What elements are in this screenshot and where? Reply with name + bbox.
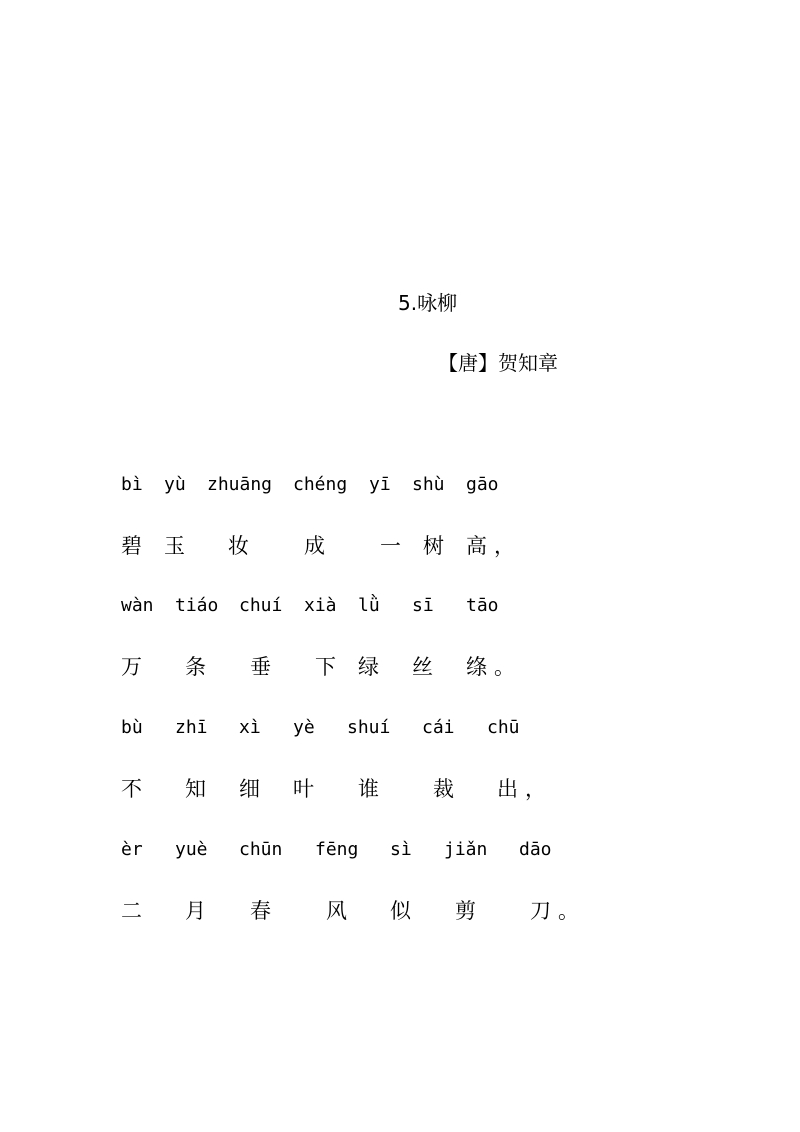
punctuation: ，	[494, 534, 515, 558]
hanzi-char: 条	[185, 655, 206, 679]
hanzi-char: 成	[304, 534, 325, 558]
pinyin-syllable: jiǎn	[444, 839, 488, 860]
pinyin-line-3	[0, 717, 800, 747]
pinyin-syllable: zhuāng	[207, 474, 273, 495]
hanzi-line-2	[0, 651, 800, 681]
pinyin-line-2	[0, 595, 800, 625]
punctuation: ，	[525, 777, 546, 801]
pinyin-syllable: xià	[304, 595, 337, 616]
pinyin-syllable: yuè	[175, 839, 208, 860]
hanzi-char: 裁	[433, 777, 454, 801]
hanzi-char: 万	[121, 655, 142, 679]
pinyin-syllable: chū	[487, 717, 520, 738]
pinyin-line-4	[0, 839, 800, 869]
hanzi-char: 春	[250, 899, 271, 923]
hanzi-char: 绿	[358, 655, 379, 679]
pinyin-syllable: chūn	[239, 839, 283, 860]
punctuation: 。	[558, 899, 579, 923]
hanzi-line-4	[0, 895, 800, 925]
hanzi-char: 知	[185, 777, 206, 801]
hanzi-line-1	[0, 530, 800, 560]
hanzi-char: 妆	[228, 534, 249, 558]
pinyin-syllable: lǜ	[358, 595, 380, 616]
pinyin-syllable: shuí	[347, 717, 391, 738]
hanzi-char: 碧	[121, 534, 142, 558]
pinyin-syllable: gāo	[466, 474, 499, 495]
hanzi-char: 剪	[455, 899, 476, 923]
pinyin-syllable: chéng	[293, 474, 348, 495]
hanzi-char: 高	[466, 534, 487, 558]
pinyin-line-1	[0, 474, 800, 504]
pinyin-syllable: fēng	[315, 839, 359, 860]
hanzi-char: 一	[380, 534, 401, 558]
hanzi-char: 出	[497, 777, 518, 801]
hanzi-char: 月	[185, 899, 206, 923]
hanzi-char: 似	[390, 899, 411, 923]
pinyin-syllable: bì	[121, 474, 143, 495]
poem-author: 【唐】贺知章	[438, 351, 558, 375]
hanzi-char: 二	[121, 899, 142, 923]
pinyin-syllable: yī	[369, 474, 391, 495]
hanzi-char: 下	[315, 655, 336, 679]
hanzi-char: 不	[121, 777, 142, 801]
hanzi-char: 叶	[293, 777, 314, 801]
hanzi-char: 谁	[358, 777, 379, 801]
pinyin-syllable: shù	[412, 474, 445, 495]
hanzi-line-3	[0, 773, 800, 803]
pinyin-syllable: yè	[293, 717, 315, 738]
pinyin-syllable: dāo	[519, 839, 552, 860]
poem-title: 5.咏柳	[398, 291, 458, 315]
pinyin-syllable: tiáo	[175, 595, 219, 616]
hanzi-char: 玉	[164, 534, 185, 558]
pinyin-syllable: sī	[412, 595, 434, 616]
hanzi-char: 风	[326, 899, 347, 923]
pinyin-syllable: tāo	[466, 595, 499, 616]
hanzi-char: 树	[423, 534, 444, 558]
pinyin-syllable: bù	[121, 717, 143, 738]
punctuation: 。	[494, 655, 515, 679]
pinyin-syllable: chuí	[239, 595, 283, 616]
pinyin-syllable: zhī	[175, 717, 208, 738]
hanzi-char: 刀	[530, 899, 551, 923]
pinyin-syllable: xì	[239, 717, 261, 738]
hanzi-char: 垂	[250, 655, 271, 679]
pinyin-syllable: èr	[121, 839, 143, 860]
pinyin-syllable: yù	[164, 474, 186, 495]
pinyin-syllable: cái	[422, 717, 455, 738]
hanzi-char: 绦	[466, 655, 487, 679]
pinyin-syllable: wàn	[121, 595, 154, 616]
hanzi-char: 丝	[412, 655, 433, 679]
hanzi-char: 细	[239, 777, 260, 801]
pinyin-syllable: sì	[390, 839, 412, 860]
